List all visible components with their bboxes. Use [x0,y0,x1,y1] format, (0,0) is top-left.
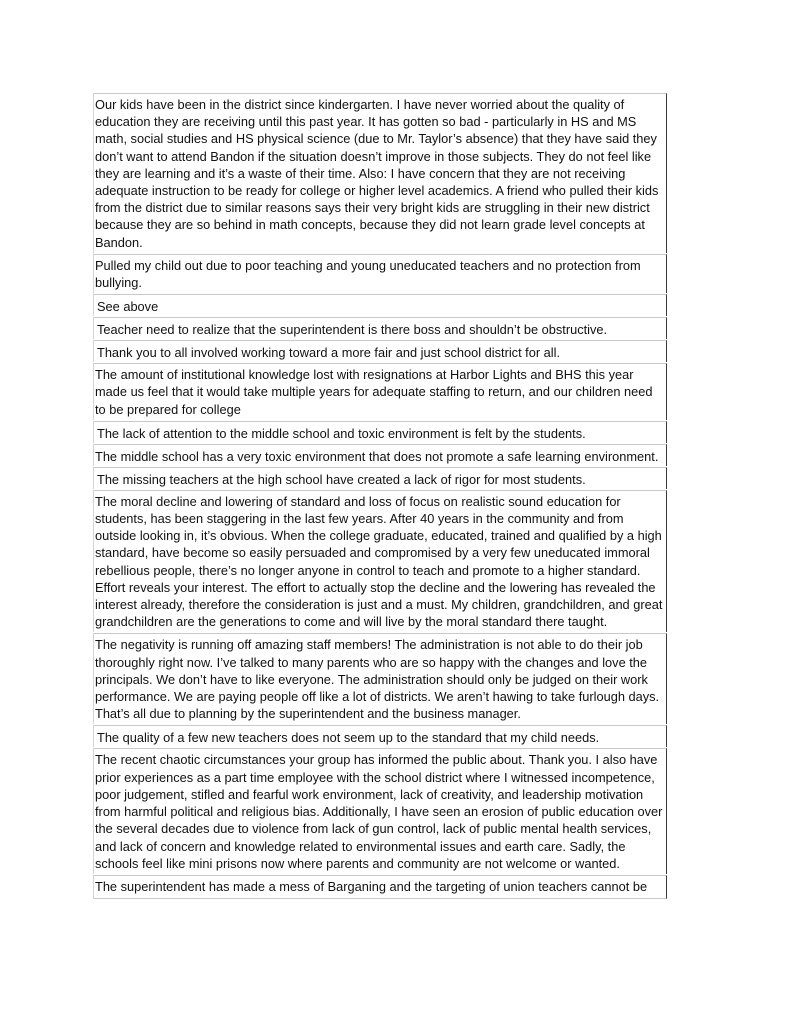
responses-table [93,93,667,900]
response-cell: Teacher need to realize that the superintendent is there boss and shouldn’t be obstructive. [93,317,667,339]
response-cell: The quality of a few new teachers does not seem up to the standard that my child needs. [93,725,667,747]
response-cell: See above [93,294,667,316]
response-cell: The middle school has a very toxic environment that does not promote a safe learning environment. [93,444,667,466]
response-cell: The amount of institutional knowledge lost with resignations at Harbor Lights and BHS this year made us feel that it would take multiple years for adequate staffing to return, and our children need to be prepared for college [93,363,667,420]
response-cell: The moral decline and lowering of standard and loss of focus on realistic sound education for students, has been staggering in the last few years. After 40 years in the community and from outside looking in, it’s obvious. When the college graduate, educated, trained and qualified by a high standard, have become so easily persuaded and compromised by a very few uneducated immoral rebellious people, there’s no longer anyone in control to teach and promote to a higher standard. Effort reveals your interest. The effort to actually stop the decline and the lowering has revealed the interest already, therefore the consideration is just and a must. My children, grandchildren, and great grandchildren are the generations to come and will live by the moral standard there taught. [93,490,667,633]
response-cell: The superintendent has made a mess of Barganing and the targeting of union teachers cannot be [93,875,667,899]
response-cell: The lack of attention to the middle school and toxic environment is felt by the students. [93,421,667,443]
response-cell: Our kids have been in the district since kindergarten. I have never worried about the quality of education they are receiving until this past year. It has gotten so bad - particularly in HS and MS math, social studies and HS physical science (due to Mr. Taylor’s absence) that they have said they don’t want to attend Bandon if the situation doesn’t improve in those subjects. They do not feel like they are learning and it’s a waste of their time. Also: I have concern that they are not receiving adequate instruction to be ready for college or higher level academics. A friend who pulled their kids from the district due to similar reasons says their very bright kids are struggling in their new district because they are so behind in math concepts, because they did not learn grade level concepts at Bandon. [93,93,667,253]
response-cell: The negativity is running off amazing staff members! The administration is not able to do their job thoroughly right now. I’ve talked to many parents who are so happy with the changes and love the principals. We don’t have to like everyone. The administration should only be judged on their work performance. We are paying people off like a lot of districts. We aren’t hawing to take furlough days. That’s all due to planning by the superintendent and the business manager. [93,633,667,724]
response-cell: Thank you to all involved working toward a more fair and just school district for all. [93,340,667,362]
response-cell: The missing teachers at the high school have created a lack of rigor for most students. [93,467,667,489]
response-cell: The recent chaotic circumstances your group has informed the public about. Thank you. I also have prior experiences as a part time employee with the school district where I witnessed incompetence, poor judgement, stifled and fearful work environment, lack of creativity, and leadership motivation from harmful political and religious bias. Additionally, I have seen an erosion of public education over the several decades due to violence from lack of gun control, lack of public mental health services, and lack of concern and knowledge related to environmental issues and earth care. Sadly, the schools feel like mini prisons now where parents and community are not welcome or wanted. [93,748,667,873]
response-cell: Pulled my child out due to poor teaching and young uneducated teachers and no protection from bullying. [93,254,667,293]
